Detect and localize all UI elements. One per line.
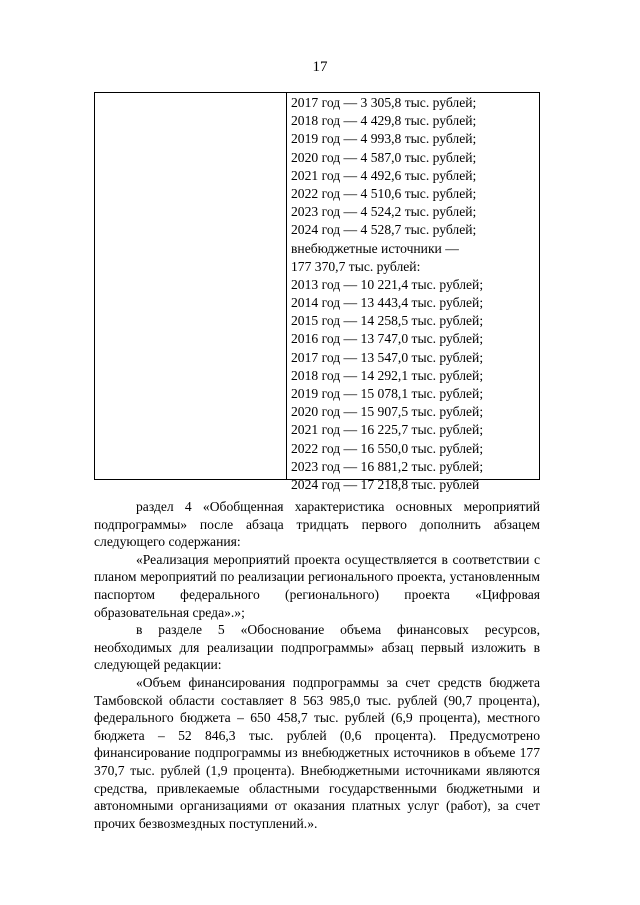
table-line: 2018 год — 14 292,1 тыс. рублей;: [291, 367, 484, 383]
paragraph-section-5: в разделе 5 «Обоснование объема финансовых ресурсов, необходимых для реализации подпрограммы» абзац первый изложить в следующей редакции:: [94, 622, 540, 673]
table-line: 2022 год — 16 550,0 тыс. рублей;: [291, 440, 484, 456]
document-body: [94, 498, 540, 832]
paragraph-section-5-new-text: «Объем финансирования подпрограммы за счет средств бюджета Тамбовской области составляет 8 563 985,0 тыс. рублей (90,7 процента), федерального бюджета – 650 458,7 тыс. рублей (6,9 процента), местного бюджета – 52 846,3 тыс. рублей (0,6 процента). Предусмотрено финансирование подпрограммы из внебюджетных источников в объеме 177 370,7 тыс. рублей (1,9 процента). Внебюджетными источниками являются средства, привлекаемые областными государственными бюджетными и автономными организациями от оказания платных услуг (работ), за счет прочих безвозмездных поступлений.».: [94, 674, 540, 831]
table-line: 2015 год — 14 258,5 тыс. рублей;: [291, 313, 484, 329]
table-line: 2021 год — 4 492,6 тыс. рублей;: [291, 167, 477, 183]
table-line: 2020 год — 4 587,0 тыс. рублей;: [291, 149, 477, 165]
table-line: 2016 год — 13 747,0 тыс. рублей;: [291, 331, 484, 347]
paragraph-section-4: раздел 4 «Обобщенная характеристика основных мероприятий подпрограммы» после абзаца тридцать первого дополнить абзацем следующего содержания:: [94, 499, 540, 550]
paragraph-section-4-addition: «Реализация мероприятий проекта осуществляется в соответствии с планом мероприятий по реализации регионального проекта, установленным паспортом федерального (регионального) проекта «Цифровая образовательная среда».»;: [94, 551, 540, 620]
table-line: 2017 год — 3 305,8 тыс. рублей;: [291, 95, 477, 110]
table-line: 2024 год — 4 528,7 тыс. рублей;: [291, 222, 477, 238]
table-line: 2020 год — 15 907,5 тыс. рублей;: [291, 404, 484, 420]
table-line: 2013 год — 10 221,4 тыс. рублей;: [291, 276, 484, 292]
table-column-divider: [286, 93, 287, 479]
funding-by-year-cell: [291, 94, 537, 494]
table-line: 2024 год — 17 218,8 тыс. рублей: [291, 476, 480, 492]
table-line: 2019 год — 4 993,8 тыс. рублей;: [291, 131, 477, 147]
table-line: внебюджетные источники —: [291, 240, 459, 256]
table-line: 2022 год — 4 510,6 тыс. рублей;: [291, 185, 477, 201]
table-line: 2018 год — 4 429,8 тыс. рублей;: [291, 113, 477, 129]
table-line: 2017 год — 13 547,0 тыс. рублей;: [291, 349, 484, 365]
table-line: 2021 год — 16 225,7 тыс. рублей;: [291, 422, 484, 438]
table-line: 2014 год — 13 443,4 тыс. рублей;: [291, 295, 484, 311]
table-line: 2019 год — 15 078,1 тыс. рублей;: [291, 386, 484, 401]
table-line: 2023 год — 16 881,2 тыс. рублей;: [291, 458, 484, 474]
page-number: 17: [312, 59, 328, 75]
funding-table: [94, 92, 540, 492]
table-line: 2023 год — 4 524,2 тыс. рублей;: [291, 204, 477, 220]
table-line: 177 370,7 тыс. рублей:: [291, 258, 421, 274]
